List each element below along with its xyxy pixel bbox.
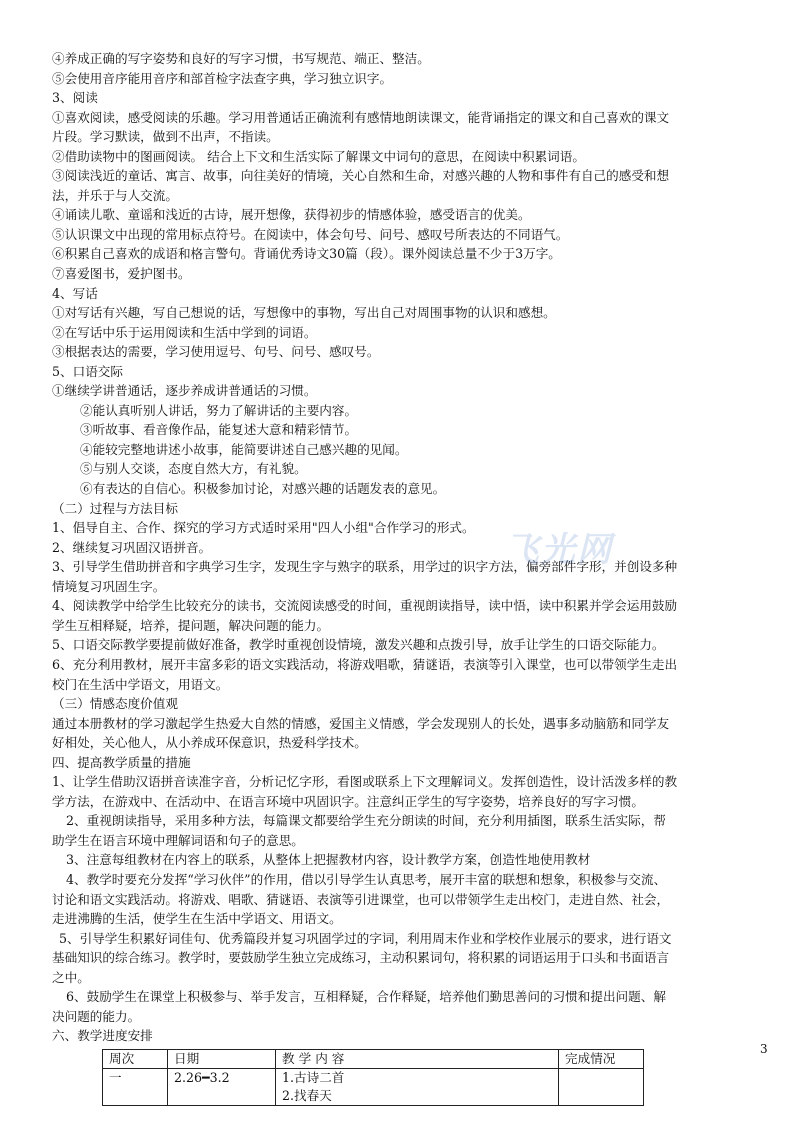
- text-line: ①继续学讲普通话，逐步养成讲普通话的习惯。: [52, 383, 317, 399]
- text-line: 1、让学生借助汉语拼音读准字音，分析记忆字形，看图或联系上下文理解词义。发挥创造性，设计活泼多样的教: [52, 774, 678, 790]
- text-line: 基础知识的综合练习。教学时，要鼓励学生独立完成练习，主动积累词句，将积累的词语运用于口头和书面语言: [52, 950, 670, 966]
- cell-content: [276, 1068, 559, 1105]
- text-line: 1、倡导自主、合作、探究的学习方式适时采用"四人小组"合作学习的形式。: [52, 520, 475, 536]
- text-line: 之中。: [52, 969, 90, 985]
- section-heading: 4、写话: [52, 285, 98, 301]
- content-item: 2.找春天: [282, 1087, 332, 1103]
- text-line: ②借助读物中的图画阅读。 结合上下文和生活实际了解课文中词句的意思，在阅读中积累词语。: [52, 148, 585, 164]
- header-date: 日期: [168, 1049, 276, 1068]
- cell-status: [559, 1068, 644, 1105]
- watermark-logo: 飞光网: [505, 530, 613, 570]
- text-line: 3、引导学生借助拼音和字典学习生字，发现生字与熟字的联系，用学过的识字方法，偏旁部件字形，并创设多种: [52, 559, 678, 575]
- text-line: 片段。学习默读，做到不出声，不指读。: [52, 129, 279, 145]
- cell-week: 一: [103, 1068, 168, 1105]
- text-line: 5、引导学生积累好词佳句、优秀篇段并复习巩固学过的字词，利用周末作业和学校作业展示的要求，进行语文: [59, 930, 672, 946]
- text-line: 2、重视朗读指导，采用多种方法，每篇课文都要给学生充分朗读的时间，充分利用插图，联系生活实际，帮: [66, 813, 666, 829]
- document-body: [52, 49, 752, 1106]
- table-row: [103, 1068, 644, 1105]
- text-line: 学方法，在游戏中、在活动中、在语言环境中巩固识字。注意纠正学生的写字姿势，培养良好的写字习惯。: [52, 793, 644, 809]
- text-line: 3、注意每组教材在内容上的联系，从整体上把握教材内容，设计教学方案，创造性地使用教材: [66, 852, 591, 868]
- section-heading: 5、口语交际: [52, 363, 123, 379]
- text-line: ④养成正确的写字姿势和良好的写字习惯，书写规范、端正、整洁。: [52, 51, 430, 66]
- section-heading: （三）情感态度价值观: [52, 696, 178, 712]
- text-line: ⑦喜爱图书，爱护图书。: [52, 266, 191, 282]
- text-line: ⑥积累自己喜欢的成语和格言警句。背诵优秀诗文30篇（段）。课外阅读总量不少于3万字。: [52, 246, 561, 262]
- text-line: ③阅读浅近的童话、寓言、故事，向往美好的情境，关心自然和生命，对感兴趣的人物和事件有自己的感受和想: [52, 168, 670, 184]
- text-line: ④能较完整地讲述小故事，能简要讲述自己感兴趣的见闻。: [80, 441, 408, 457]
- text-line: 助学生在语言环境中理解词语和句子的意思。: [52, 832, 304, 848]
- section-heading: 四、提高教学质量的措施: [52, 754, 191, 770]
- text-line: ⑤与别人交谈，态度自然大方，有礼貌。: [80, 461, 307, 477]
- section-heading: 3、阅读: [52, 90, 98, 106]
- text-line: ③根据表达的需要，学习使用逗号、句号、问号、感叹号。: [52, 344, 380, 360]
- header-content: 教 学 内 容: [276, 1049, 559, 1068]
- text-line: 学生互相释疑，培养，提问题，解决问题的能力。: [52, 617, 330, 633]
- section-heading: （二）过程与方法目标: [52, 500, 178, 516]
- text-line: 讨论和语文实践活动。将游戏、唱歌、猜谜语、表演等引进课堂，也可以带领学生走出校门，走进自然、社会，: [52, 891, 670, 907]
- header-week: 周次: [103, 1049, 168, 1068]
- text-line: 2、继续复习巩固汉语拼音。: [52, 539, 212, 555]
- text-line: ①喜欢阅读，感受阅读的乐趣。学习用普通话正确流利有感情地朗读课文，能背诵指定的课文和自己喜欢的课文: [52, 109, 670, 125]
- text-line: ②能认真听别人讲话，努力了解讲话的主要内容。: [80, 402, 358, 418]
- header-status: 完成情况: [559, 1049, 644, 1068]
- text-line: 好相处，关心他人，从小养成环保意识，热爱科学技术。: [52, 735, 367, 751]
- text-line: ⑥有表达的自信心。积极参加讨论，对感兴趣的话题发表的意见。: [80, 481, 446, 497]
- text-line: 走进沸腾的生活，使学生在生活中学语文、用语文。: [52, 911, 342, 927]
- text-line: 情境复习巩固生字。: [52, 578, 166, 594]
- text-line: 决问题的能力。: [52, 1008, 141, 1024]
- text-line: 法，并乐于与人交流。: [52, 187, 178, 203]
- text-line: ③听故事、看音像作品，能复述大意和精彩情节。: [80, 422, 358, 438]
- content-item: 1.古诗二首: [282, 1069, 345, 1085]
- text-line: ⑤认识课文中出现的常用标点符号。在阅读中，体会句号、问号、感叹号所表达的不同语气。: [52, 226, 569, 242]
- text-line: 6、鼓励学生在课堂上积极参与、举手发言，互相释疑，合作释疑，培养他们勤思善问的习惯和提出问题、解: [66, 989, 666, 1005]
- text-line: 校门在生活中学语文，用语文。: [52, 676, 229, 692]
- cell-date: 2.26━3.2: [168, 1068, 276, 1105]
- section-heading: 六、教学进度安排: [52, 1028, 153, 1044]
- text-line: ①对写话有兴趣，写自己想说的话，写想像中的事物，写出自己对周围事物的认识和感想。: [52, 305, 556, 321]
- table-header-row: [103, 1049, 644, 1068]
- text-line: 5、口语交际教学要提前做好准备，教学时重视创设情境，激发兴趣和点拨引导，放手让学生的口语交际能力。: [52, 637, 665, 653]
- text-line: 4、阅读教学中给学生比较充分的读书，交流阅读感受的时间，重视朗读指导，读中悟，读中积累并学会运用鼓励: [52, 598, 678, 614]
- text-line: 通过本册教材的学习激起学生热爱大自然的情感，爱国主义情感，学会发现别人的长处，遇事多动脑筋和同学友: [52, 715, 670, 731]
- text-line: 6、充分利用教材，展开丰富多彩的语文实践活动，将游戏唱歌，猜谜语，表演等引入课堂，也可以带领学生走出: [52, 656, 678, 672]
- text-line: ⑤会使用音序能用音序和部首检字法查字典，学习独立识字。: [52, 70, 393, 86]
- text-line: 4、教学时要充分发挥“学习伙伴”的作用，借以引导学生认真思考，展开丰富的联想和想象，积极参与交流、: [66, 871, 667, 887]
- text-line: ②在写话中乐于运用阅读和生活中学到的词语。: [52, 324, 317, 340]
- schedule-table: [102, 1049, 644, 1106]
- page-number: 3: [760, 1042, 768, 1056]
- text-line: ④诵读儿歌、童谣和浅近的古诗，展开想像，获得初步的情感体验，感受语言的优美。: [52, 207, 531, 223]
